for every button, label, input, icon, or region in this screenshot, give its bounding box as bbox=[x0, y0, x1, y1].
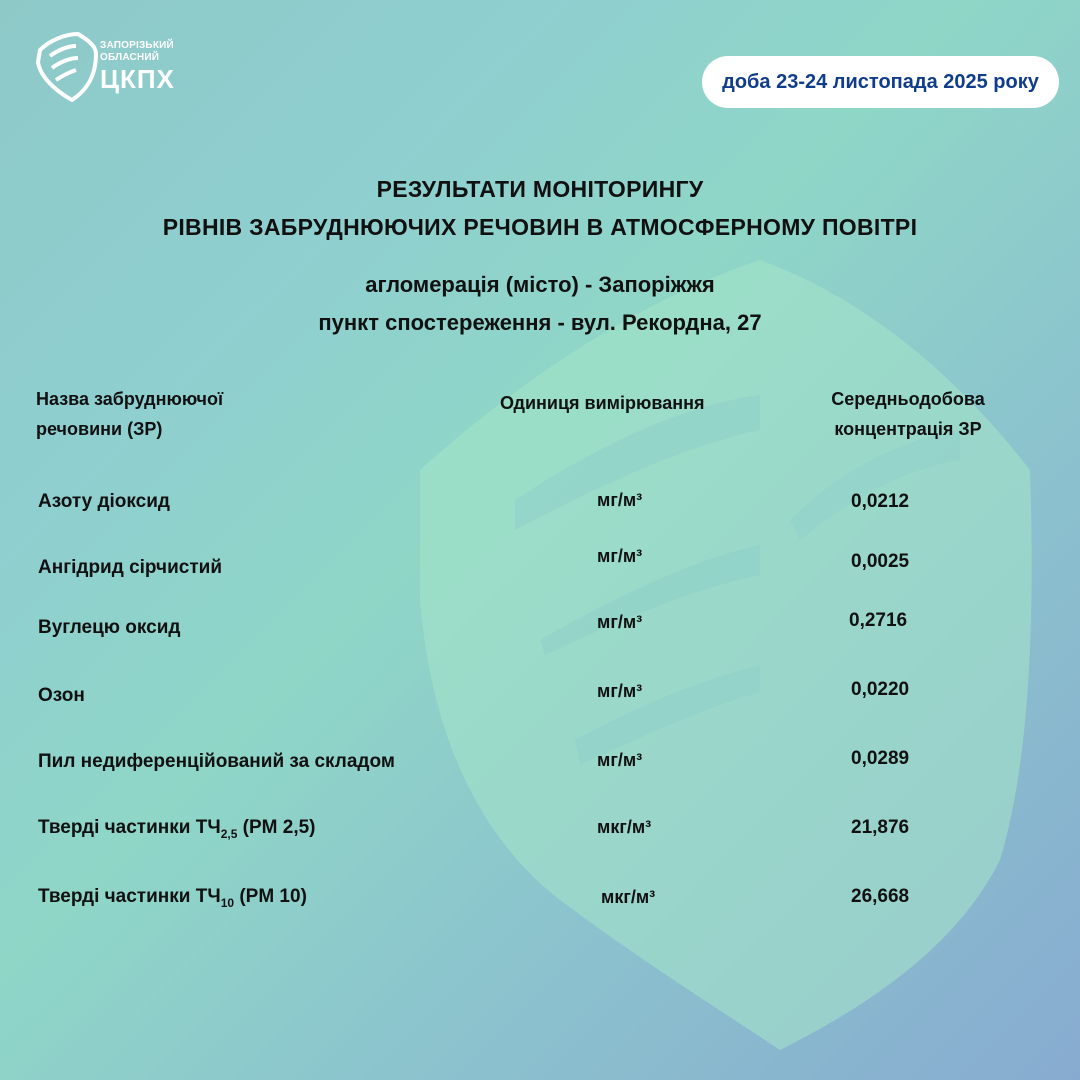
logo-org-name bbox=[100, 40, 174, 64]
row-name-tail: (PM 10) bbox=[234, 886, 307, 907]
row-name: Азоту діоксид bbox=[38, 491, 170, 512]
row-name: Ангідрид сірчистий bbox=[38, 557, 222, 578]
title-line2: РІВНІВ ЗАБРУДНЮЮЧИХ РЕЧОВИН В АТМОСФЕРНОМУ ПОВІТРІ bbox=[162, 214, 918, 240]
agglomeration-label: агломерація (місто) - Запоріжжя bbox=[365, 272, 715, 297]
row-unit: мкг/м³ bbox=[597, 817, 652, 837]
row-name bbox=[38, 886, 307, 910]
header-conc-line1: Середньодобова bbox=[831, 389, 985, 409]
row-name: Озон bbox=[38, 685, 85, 706]
row-value: 0,0289 bbox=[851, 748, 910, 769]
observation-point-label: пункт спостереження - вул. Рекордна, 27 bbox=[318, 310, 762, 335]
row-name bbox=[38, 817, 316, 841]
header-unit: Одиниця вимірювання bbox=[500, 393, 705, 413]
row-unit: мг/м³ bbox=[597, 681, 643, 701]
row-name: Пил недиференційований за складом bbox=[38, 751, 395, 772]
row-value: 26,668 bbox=[851, 886, 910, 907]
row-value: 0,0212 bbox=[851, 491, 910, 512]
header-name bbox=[36, 384, 223, 444]
row-value: 0,0220 bbox=[851, 679, 910, 700]
row-unit: мг/м³ bbox=[597, 546, 643, 566]
row-value: 0,0025 bbox=[851, 551, 910, 572]
header-concentration bbox=[810, 384, 1006, 444]
logo-abbr: ЦКПХ bbox=[100, 64, 175, 94]
logo-line1: ЗАПОРІЗЬКИЙ bbox=[100, 40, 174, 51]
row-unit: мг/м³ bbox=[597, 612, 643, 632]
row-unit: мкг/м³ bbox=[601, 887, 656, 907]
row-name-main: Тверді частинки ТЧ bbox=[38, 817, 221, 838]
header-conc-line2: концентрація ЗР bbox=[834, 419, 982, 439]
row-value: 0,2716 bbox=[849, 610, 908, 631]
row-unit: мг/м³ bbox=[597, 750, 643, 770]
row-name-subscript: 2,5 bbox=[220, 826, 238, 841]
row-unit: мг/м³ bbox=[597, 490, 643, 510]
header-name-line2: речовини (ЗР) bbox=[36, 419, 163, 439]
row-name-main: Тверді частинки ТЧ bbox=[38, 886, 221, 907]
header-name-line1: Назва забруднюючої bbox=[36, 389, 224, 409]
row-name: Вуглецю оксид bbox=[38, 617, 181, 638]
row-value: 21,876 bbox=[851, 817, 910, 838]
row-name-tail: (PM 2,5) bbox=[237, 817, 316, 838]
date-badge: доба 23-24 листопада 2025 року bbox=[702, 56, 1059, 108]
logo-line2: ОБЛАСНИЙ bbox=[100, 52, 160, 63]
row-name-subscript: 10 bbox=[220, 895, 235, 910]
title-line1: РЕЗУЛЬТАТИ МОНІТОРИНГУ bbox=[376, 176, 704, 202]
